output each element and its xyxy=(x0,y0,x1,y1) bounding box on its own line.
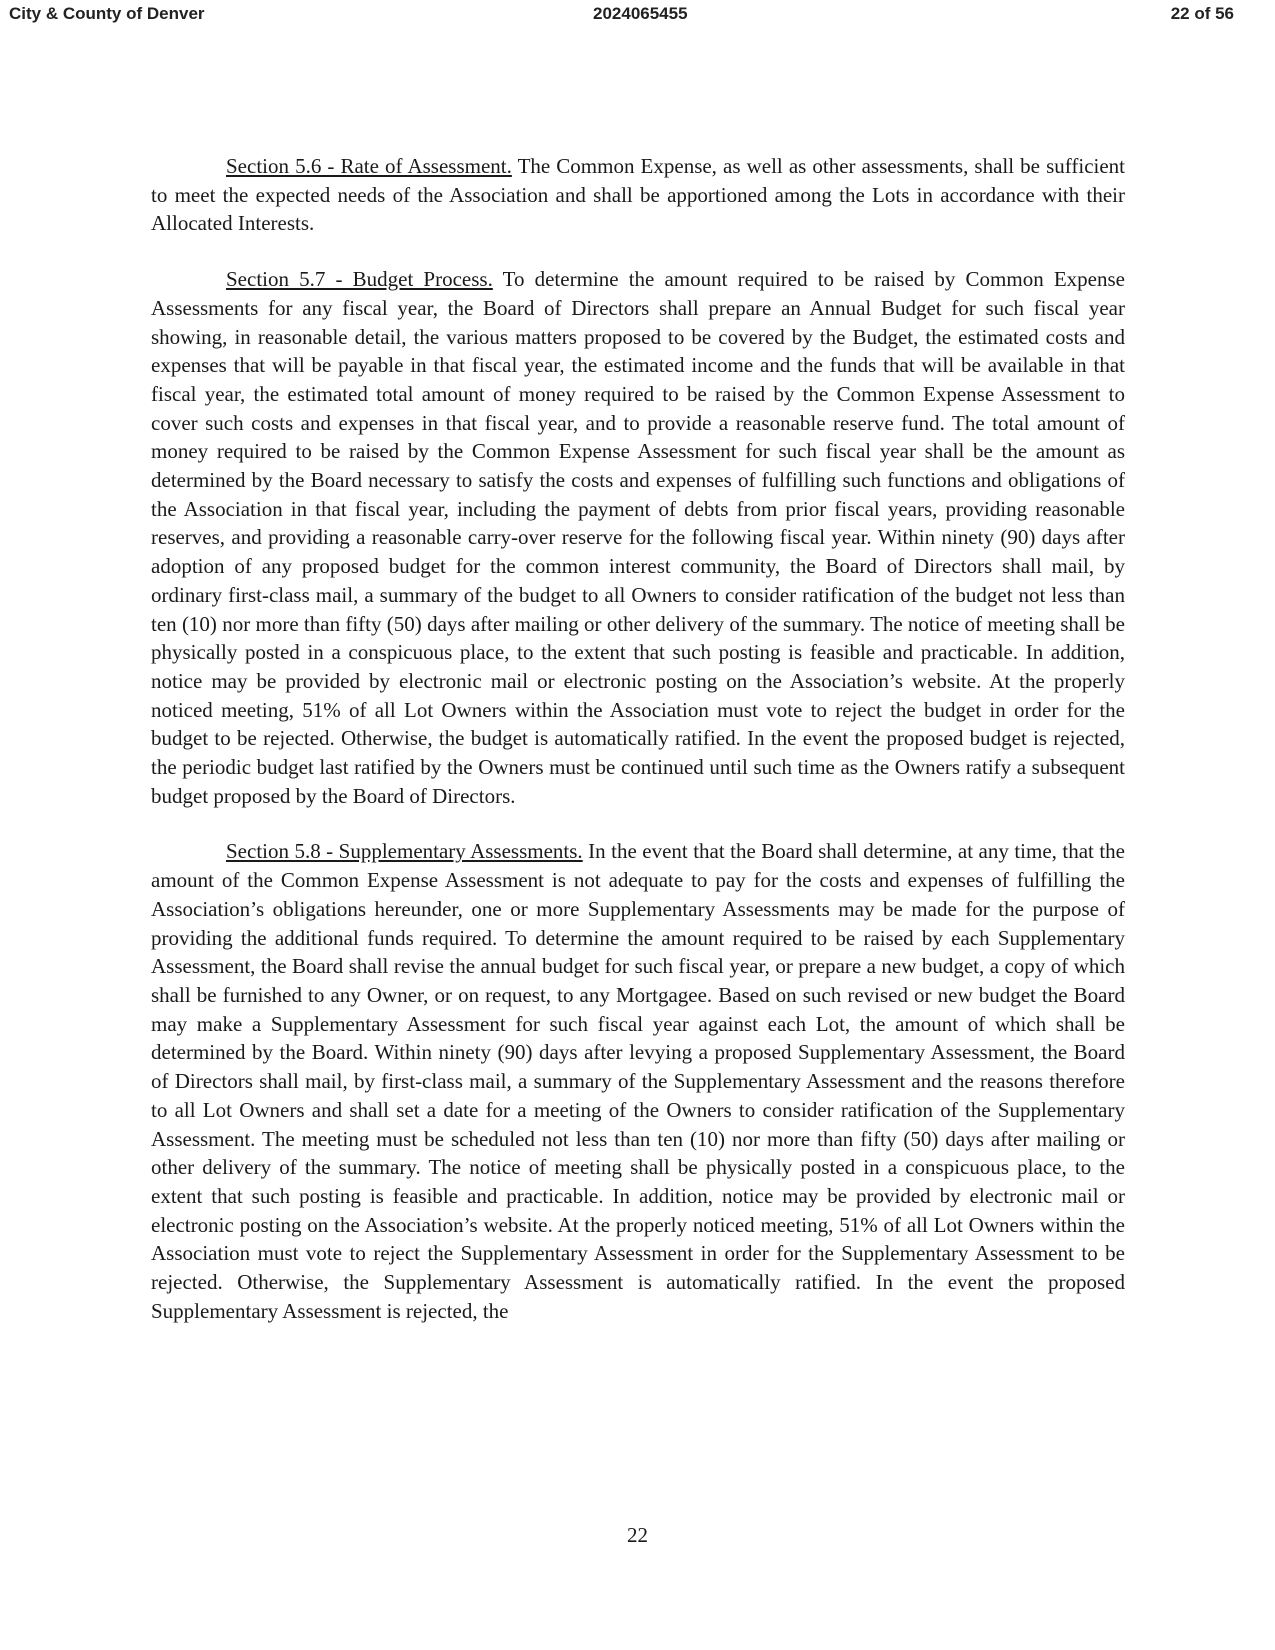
section-text: To determine the amount required to be raised by Common Expense Assessments for any fiscal year, the Board of Directors shall prepare an Annual Budget for such fiscal year showing, in reasonable detail, the various matters proposed to be covered by the Budget, the estimated costs and expenses that will be payable in that fiscal year, the estimated income and the funds that will be available in that fiscal year, the estimated total amount of money required to be raised by the Common Expense Assessment to cover such costs and expenses in that fiscal year, and to provide a reasonable reserve fund. The total amount of money required to be raised by the Common Expense Assessment for such fiscal year shall be the amount as determined by the Board necessary to satisfy the costs and expenses of fulfilling such functions and obligations of the Association in that fiscal year, including the payment of debts from prior fiscal years, providing reasonable reserves, and providing a reasonable carry-over reserve for the following fiscal year. Within ninety (90) days after adoption of any proposed budget for the common interest community, the Board of Directors shall mail, by ordinary first-class mail, a summary of the budget to all Owners to consider ratification of the budget not less than ten (10) nor more than fifty (50) days after mailing or other delivery of the summary. The notice of meeting shall be physically posted in a conspicuous place, to the extent that such posting is feasible and practicable. In addition, notice may be provided by electronic mail or electronic posting on the Association’s website. At the properly noticed meeting, 51% of all Lot Owners within the Association must vote to reject the budget in order for the budget to be rejected. Otherwise, the budget is automatically ratified. In the event the proposed budget is rejected, the periodic budget last ratified by the Owners must be continued until such time as the Owners ratify a subsequent budget proposed by the Board of Directors. xyxy=(151,267,1125,808)
section-5-7 xyxy=(151,265,1125,810)
page-number: 22 xyxy=(627,1523,648,1547)
section-5-8 xyxy=(151,837,1125,1325)
section-text: The Common Expense, as well as other assessments, shall be sufficient to meet the expected needs of the Association and shall be apportioned among the Lots in accordance with their Allocated Interests. xyxy=(151,154,1125,236)
section-5-6 xyxy=(151,152,1125,238)
page-count: 22 of 56 xyxy=(1170,4,1234,23)
section-heading: Section 5.8 - Supplementary Assessments. xyxy=(226,839,583,864)
section-text: In the event that the Board shall determine, at any time, that the amount of the Common Expense Assessment is not adequate to pay for the costs and expenses of fulfilling the Association’s obligations hereunder, one or more Supplementary Assessments may be made for the purpose of providing the additional funds required. To determine the amount required to be raised by each Supplementary Assessment, the Board shall revise the annual budget for such fiscal year, or prepare a new budget, a copy of which shall be furnished to any Owner, or on request, to any Mortgagee. Based on such revised or new budget the Board may make a Supplementary Assessment for such fiscal year against each Lot, the amount of which shall be determined by the Board. Within ninety (90) days after levying a proposed Supplementary Assessment, the Board of Directors shall mail, by first-class mail, a summary of the Supplementary Assessment and the reasons therefore to all Lot Owners and shall set a date for a meeting of the Owners to consider ratification of the Supplementary Assessment. The meeting must be scheduled not less than ten (10) nor more than fifty (50) days after mailing or other delivery of the summary. The notice of meeting shall be physically posted in a conspicuous place, to the extent that such posting is feasible and practicable. In addition, notice may be provided by electronic mail or electronic posting on the Association’s website. At the properly noticed meeting, 51% of all Lot Owners within the Association must vote to reject the Supplementary Assessment in order for the Supplementary Assessment to be rejected. Otherwise, the Supplementary Assessment is automatically ratified. In the event the proposed Supplementary Assessment is rejected, the xyxy=(151,839,1125,1323)
section-heading: Section 5.6 - Rate of Assessment. xyxy=(226,154,512,178)
section-heading: Section 5.7 - Budget Process. xyxy=(226,267,493,292)
page-header xyxy=(0,4,1275,26)
recorder-name: City & County of Denver xyxy=(9,4,205,23)
reception-number: 2024065455 xyxy=(593,4,688,23)
document-body xyxy=(151,152,1125,1352)
